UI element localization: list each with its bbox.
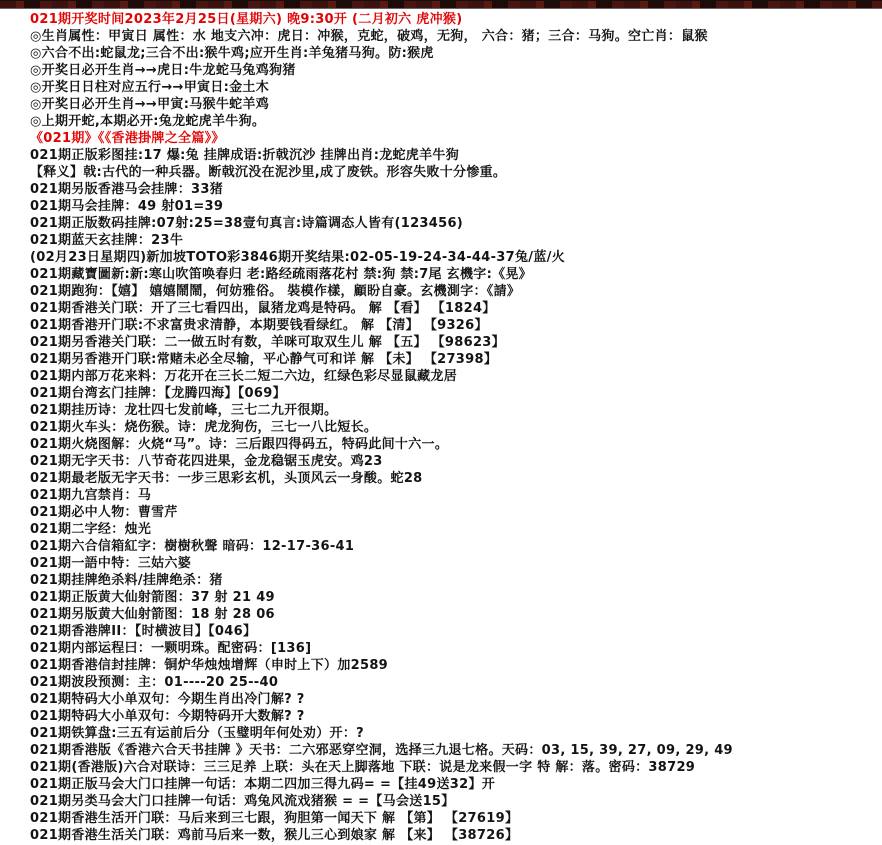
text-line: 021期六合信箱紅字：樹樹秋聲 暗码：12-17-36-41 xyxy=(30,539,355,554)
decorative-top-banner xyxy=(0,0,882,9)
text-line: 021期波段预测：主：01----20 25--40 xyxy=(30,675,279,690)
text-line: 021期香港生活开门联：马后来到三七跟，狗胆第一闻天下 解 【第】 【27619】 xyxy=(30,811,519,826)
text-line: 021期藏寶圖新:新:寒山吹笛唤春归 老:路经疏雨落花村 禁:狗 禁:7尾 玄機字:《晃》 xyxy=(30,267,532,282)
text-line: 021期正版黄大仙射箭图：37 射 21 49 xyxy=(30,590,275,605)
text-line: 021期马会挂牌：49 射01=39 xyxy=(30,199,224,214)
text-line: 021期内部万花来料：万花开在三长二短二六边，红绿色彩尽显鼠藏龙居 xyxy=(30,369,458,384)
hk-guapai-section-title: 《021期》《《香港掛牌之全篇》》 xyxy=(30,131,225,146)
text-line: 021期(香港版)六合对联诗：三三足养 上联：头在天上脚落地 下联：说是龙来假一字 特 解：落。密码：38729 xyxy=(30,760,696,775)
text-line: 021期跑狗：【嬉】 嬉嬉鬧鬧，何妨雅俗。 裝模作樣，顧盼自豪。玄機測字：《請》 xyxy=(30,284,521,299)
toto-results-line: (02月23日星期四)新加坡TOTO彩3846期开奖结果:02-05-19-24-34-44-37兔/蓝/火 xyxy=(30,250,565,265)
text-line: 021期火车头：烧伤猴。诗：虎龙狗伤，三七一八比短长。 xyxy=(30,420,378,435)
text-line: 021期另类马会大门口挂牌一句话：鸡兔风流戏猪猴 = =【马会送15】 xyxy=(30,794,455,809)
text-line: 021期必中人物：曹雪芹 xyxy=(30,505,178,520)
text-line: 021期香港生活关门联：鸡前马后来一数，猴儿三心到娘家 解 【来】 【38726】 xyxy=(30,828,519,843)
text-line: 021期香港信封挂牌：铜炉华烛烛增辉（申时上下）加2589 xyxy=(30,658,389,673)
text-line: 021期另香港关门联：二一做五时有数，羊咪可取双生儿 解 【五】 【98623】 xyxy=(30,335,505,350)
text-line: 021期另版黄大仙射箭图：18 射 28 06 xyxy=(30,607,275,622)
text-line: ◎六合不出:蛇鼠龙;三合不出:猴牛鸡;应开生肖:羊兔猪马狗。防:猴虎 xyxy=(30,46,434,61)
text-line: 021期火烧图解：火烧“马”。诗：三后跟四得码五，特码此间十六一。 xyxy=(30,437,449,452)
text-line: ◎上期开蛇,本期必开:兔龙蛇虎羊牛狗。 xyxy=(30,114,266,129)
text-line: ◎开奖日日柱对应五行→→甲寅日:金土木 xyxy=(30,80,270,95)
text-line: 021期最老版无字天书：一步三思彩玄机，头顶风云一身酸。蛇28 xyxy=(30,471,423,486)
lottery-tips-text-block xyxy=(0,9,882,844)
text-line: 021期另香港开门联:常赌未必全尽输，平心静气可和详 解 【未】 【27398】 xyxy=(30,352,498,367)
text-line: 021期二字经：烛光 xyxy=(30,522,152,537)
text-line: 021期香港关门联：开了三七看四出，鼠猪龙鸡是特码。 解 【看】 【1824】 xyxy=(30,301,496,316)
text-line: 021期一語中特：三姑六婆 xyxy=(30,556,192,571)
text-line: ◎开奖日必开生肖→→虎日:牛龙蛇马兔鸡狗猪 xyxy=(30,63,296,78)
text-line: 021期无字天书：八节奇花四进果，金龙稳锯玉虎安。鸡23 xyxy=(30,454,383,469)
text-line: 021期另版香港马会挂牌：33猪 xyxy=(30,182,224,197)
text-line: 021期挂历诗：龙壮四七发前峰，三七二九开很期。 xyxy=(30,403,338,418)
text-line: 021期正版数码挂牌:07射:25=38壹句真言:诗篇调态人皆有(123456) xyxy=(30,216,464,231)
text-line: 021期台湾玄门挂牌：【龙腾四海】【069】 xyxy=(30,386,286,401)
text-line: 021期蓝天玄挂牌：23牛 xyxy=(30,233,184,248)
text-line: 021期香港版《香港六合天书挂牌 》天书：二六邪恶穿空洞，选择三九退七格。天码：03, 15, 39, 27, 09, 29, 49 xyxy=(30,743,733,758)
text-line: ◎开奖日必开生肖→→甲寅:马猴牛蛇羊鸡 xyxy=(30,97,270,112)
text-line: 021期香港开门联:不求富贵求清静，本期要钱看绿红。 解 【清】 【9326】 xyxy=(30,318,488,333)
text-line: 021期九宫禁肖：马 xyxy=(30,488,152,503)
text-line: 021期挂牌绝杀料/挂牌绝杀：猪 xyxy=(30,573,223,588)
text-line: 021期正版马会大门口挂牌一句话：本期二四加三得九码= =【挂49送32】开 xyxy=(30,777,496,792)
text-line: 021期正版彩图挂:17 爆:兔 挂牌成语:折戟沉沙 挂牌出肖:龙蛇虎羊牛狗 xyxy=(30,148,459,163)
text-line: 021期内部运程曰：一颗明珠。配密码：[136] xyxy=(30,641,312,656)
zodiac-attributes-line: ◎生肖属性：甲寅日 属性：水 地支六冲：虎日：冲猴，克蛇，破鸡，无狗， 六合：猪；三合：马狗。空亡肖：鼠猴 xyxy=(30,29,708,44)
text-line: 021期特码大小单双句：今期生肖出冷门解? ? xyxy=(30,692,305,707)
text-line: 021期特码大小单双句：今期特码开大数解? ? xyxy=(30,709,305,724)
text-line: 021期铁算盘:三五有运前后分（玉璧明年何处劝）开：? xyxy=(30,726,364,741)
text-line: 021期香港牌II：【时横波目】【046】 xyxy=(30,624,257,639)
text-line: 【释义】戟:古代的一种兵器。断戟沉没在泥沙里,成了废铁。形容失败十分惨重。 xyxy=(30,165,507,180)
draw-time-header-line: 021期开奖时间2023年2月25日(星期六) 晚9:30开 (二月初六 虎冲猴) xyxy=(30,12,463,27)
